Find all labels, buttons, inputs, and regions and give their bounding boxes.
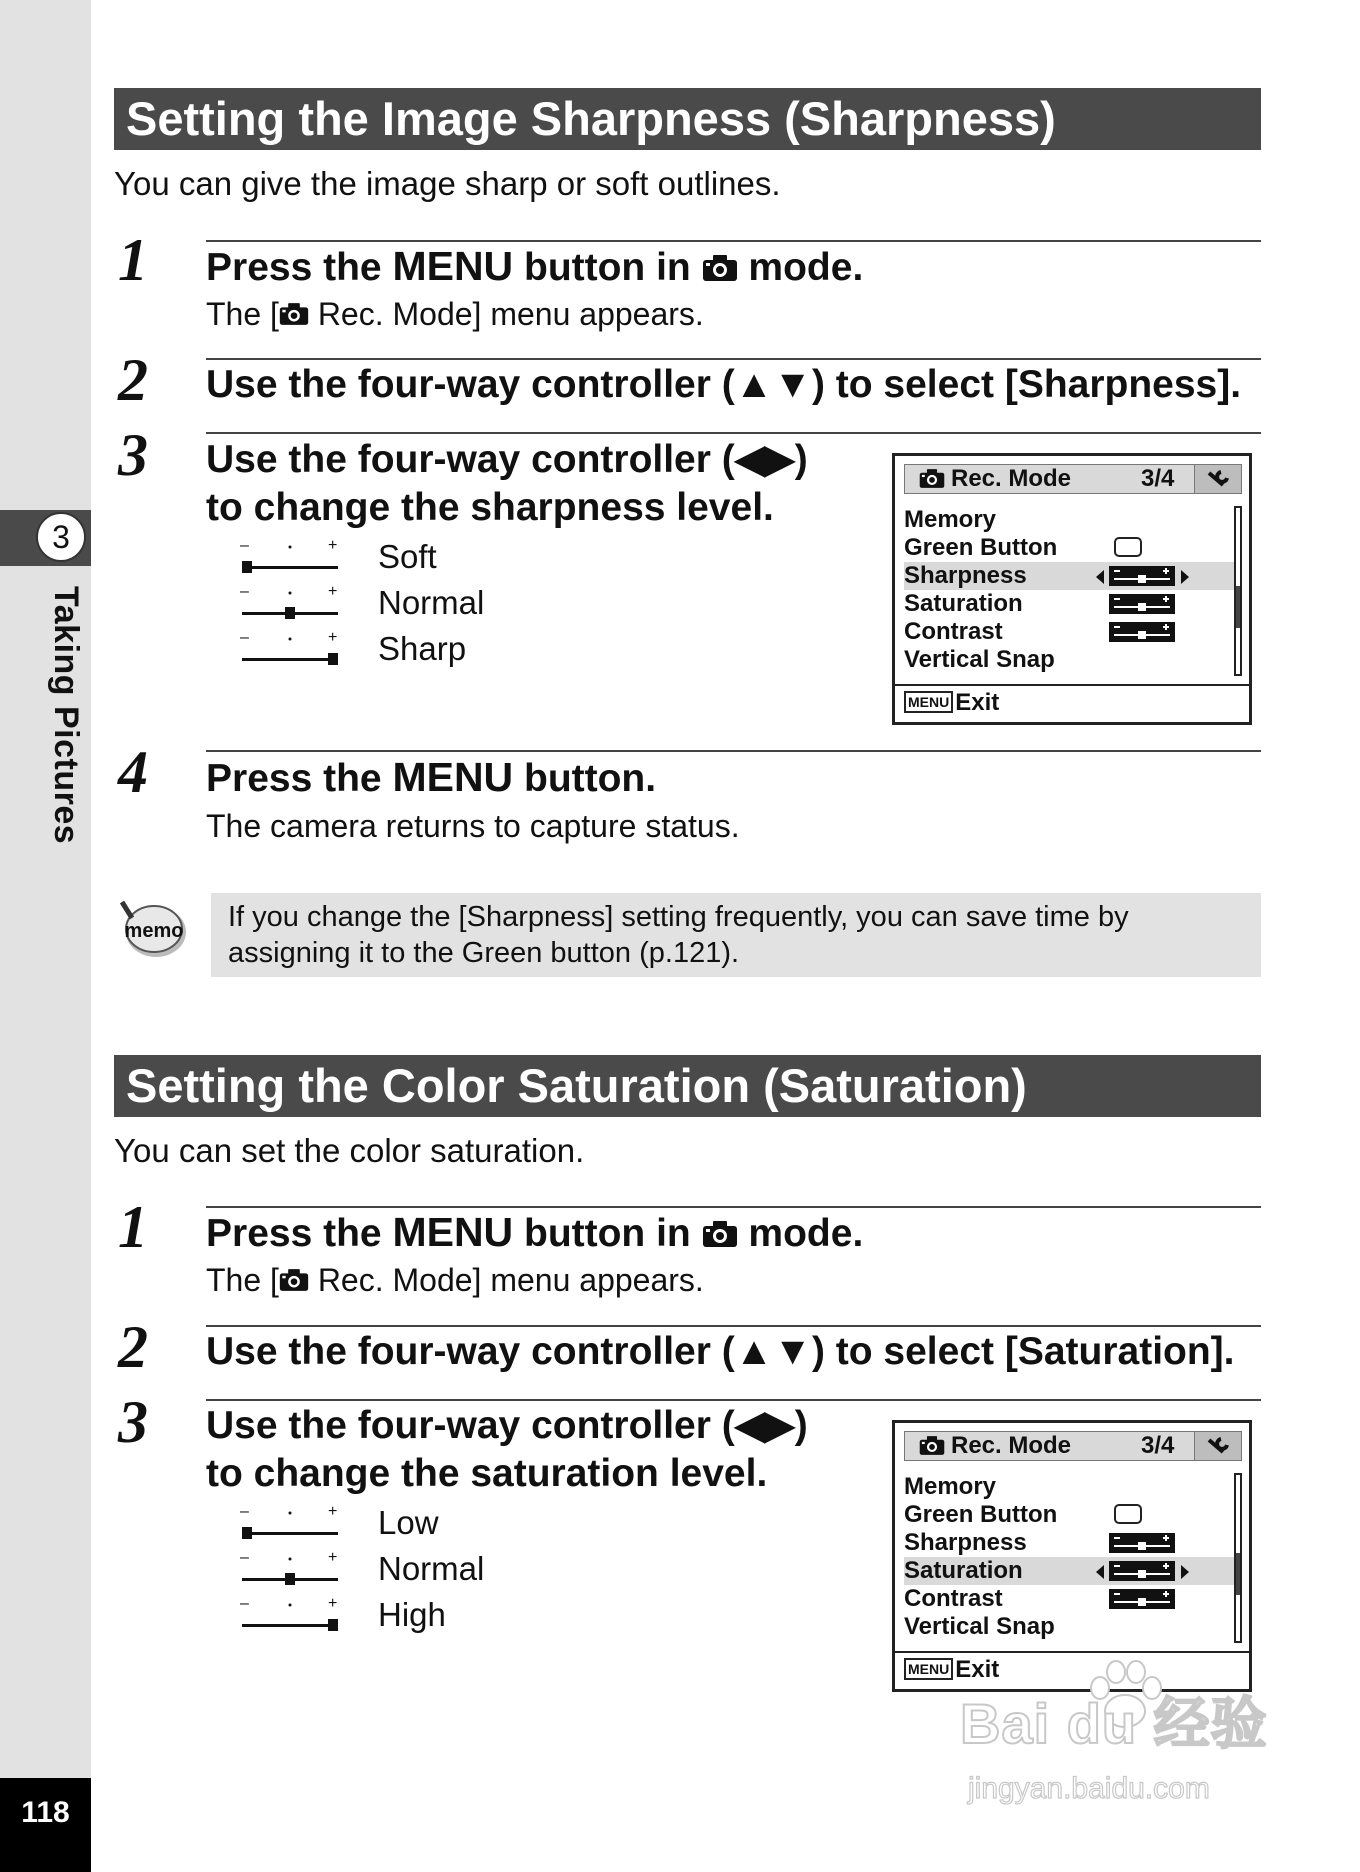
level-label: Sharp <box>378 630 467 667</box>
svg-text:+: + <box>328 1504 338 1520</box>
step-number: 1 <box>118 1194 148 1260</box>
section-intro: You can give the image sharp or soft outlines. <box>114 165 781 202</box>
step-text: mode. <box>737 246 864 289</box>
camera-icon <box>279 1268 309 1292</box>
level-label: Normal <box>378 1550 485 1587</box>
level-slider-icon <box>240 630 340 670</box>
chapter-sidebar <box>0 0 91 1872</box>
menu-label: MENU <box>392 754 514 800</box>
screen-menu-item <box>904 1529 1234 1557</box>
screen-divider <box>895 1651 1249 1653</box>
menu-label: MENU <box>392 243 514 289</box>
screen-menu-item <box>904 646 1234 674</box>
memo-icon-label: memo <box>124 920 184 942</box>
step-divider <box>206 750 1261 752</box>
svg-text:–: – <box>240 1596 249 1612</box>
step-heading <box>206 753 656 803</box>
camera-icon <box>919 468 945 489</box>
screen-menu-item-label: Contrast <box>904 1585 1003 1612</box>
svg-text:–: – <box>240 1504 249 1520</box>
scrollbar <box>1234 506 1242 676</box>
step-heading: Use the four-way controller (▲▼) to select [Saturation]. <box>206 1330 1235 1373</box>
step-text: Press the <box>206 757 393 800</box>
memo-text: assigning it to the Green button (p.121). <box>228 937 740 969</box>
screen-menu-item <box>904 590 1234 618</box>
level-slider-icon <box>240 1550 340 1590</box>
green-button-icon <box>1114 1504 1142 1524</box>
memo-icon <box>118 898 188 960</box>
screen-menu-item-label: Memory <box>904 506 997 533</box>
step-text: mode. <box>737 1212 864 1255</box>
screen-menu-item-label: Memory <box>904 1473 997 1500</box>
right-arrow-icon <box>1181 570 1189 584</box>
menu-button-icon: MENU <box>904 1658 953 1680</box>
camera-icon <box>919 1435 945 1456</box>
screen-menu-item-label: Vertical Snap <box>904 1613 1055 1640</box>
step-text: Press the <box>206 246 393 289</box>
level-label: Normal <box>378 584 485 621</box>
step-description: The camera returns to capture status. <box>206 808 740 844</box>
memo-note <box>211 893 1261 977</box>
screen-menu-item-label: Green Button <box>904 1501 1058 1528</box>
screen-menu-item <box>904 534 1234 562</box>
memo-text: If you change the [Sharpness] setting frequently, you can save time by <box>228 901 1129 933</box>
watermark-url: jingyan.baidu.com <box>968 1772 1210 1805</box>
scrollbar-thumb <box>1236 1553 1240 1595</box>
section-intro: You can set the color saturation. <box>114 1132 585 1169</box>
left-arrow-icon <box>1096 570 1104 584</box>
screen-menu-item-label: Saturation <box>904 590 1023 617</box>
screen-menu-item <box>904 506 1234 534</box>
page-number: 118 <box>0 1778 91 1872</box>
level-label: Low <box>378 1504 439 1541</box>
slider-setting-icon <box>1109 622 1175 642</box>
scrollbar-thumb <box>1236 586 1240 628</box>
step-heading: to change the sharpness level. <box>206 486 774 529</box>
camera-icon <box>702 254 738 282</box>
step-number: 3 <box>118 1389 148 1455</box>
svg-text:+: + <box>328 630 338 646</box>
slider-setting-icon <box>1109 594 1175 614</box>
step-text: Rec. Mode] menu appears. <box>308 1262 704 1298</box>
step-text: The [ <box>206 296 279 332</box>
slider-setting-icon <box>1109 566 1175 586</box>
step-heading <box>206 242 863 292</box>
slider-setting-icon <box>1109 1533 1175 1553</box>
step-description <box>206 1262 704 1299</box>
slider-setting-icon <box>1109 1561 1175 1581</box>
step-text: button. <box>513 757 657 800</box>
screen-menu-item-label: Saturation <box>904 1557 1023 1584</box>
step-number: 1 <box>118 227 148 293</box>
step-text: button in <box>513 1212 702 1255</box>
screen-exit <box>904 689 999 717</box>
camera-icon <box>702 1220 738 1248</box>
screen-page: 3/4 <box>1141 465 1175 492</box>
svg-text:+: + <box>328 584 338 600</box>
section-title-saturation: Setting the Color Saturation (Saturation) <box>114 1055 1261 1117</box>
level-slider-icon <box>240 584 340 624</box>
step-number: 2 <box>118 347 148 413</box>
scrollbar <box>1234 1473 1242 1643</box>
step-text: The [ <box>206 1262 279 1298</box>
svg-text:+: + <box>328 538 338 554</box>
svg-text:+: + <box>328 1596 338 1612</box>
step-heading: to change the saturation level. <box>206 1452 768 1495</box>
step-divider <box>206 432 1261 434</box>
step-number: 3 <box>118 422 148 488</box>
camera-menu-screen <box>892 453 1252 725</box>
screen-menu-item <box>904 1613 1234 1641</box>
section-title-sharpness: Setting the Image Sharpness (Sharpness) <box>114 88 1261 150</box>
level-slider-icon <box>240 538 340 578</box>
left-arrow-icon <box>1096 1565 1104 1579</box>
screen-menu-item <box>904 1473 1234 1501</box>
step-divider <box>206 1399 1261 1401</box>
step-text: Rec. Mode] menu appears. <box>308 296 704 332</box>
screen-menu-item-label: Green Button <box>904 534 1058 561</box>
level-label: High <box>378 1596 446 1633</box>
screen-menu-item <box>904 1501 1234 1529</box>
watermark-logo: Bai du 经验 <box>960 1692 1268 1755</box>
right-arrow-icon <box>1181 1565 1189 1579</box>
chapter-title: Taking Pictures <box>47 586 85 845</box>
chapter-number: 3 <box>36 512 86 562</box>
level-slider-icon <box>240 1504 340 1544</box>
step-heading <box>206 1208 863 1258</box>
menu-button-icon: MENU <box>904 691 953 713</box>
step-heading: Use the four-way controller (▲▼) to select [Sharpness]. <box>206 363 1242 406</box>
green-button-icon <box>1114 537 1142 557</box>
screen-menu-item-label: Contrast <box>904 618 1003 645</box>
screen-title-bar <box>904 464 1242 494</box>
step-text: button in <box>513 246 702 289</box>
step-text: Press the <box>206 1212 393 1255</box>
svg-text:–: – <box>240 1550 249 1566</box>
screen-menu-item-label: Sharpness <box>904 562 1027 589</box>
wrench-icon <box>1194 1432 1241 1460</box>
step-heading: Use the four-way controller (◀▶) <box>206 1404 808 1447</box>
wrench-icon <box>1194 465 1241 493</box>
exit-label: Exit <box>955 1656 1000 1683</box>
step-number: 2 <box>118 1314 148 1380</box>
level-slider-icon <box>240 1596 340 1636</box>
screen-menu-item <box>904 1557 1234 1585</box>
svg-text:–: – <box>240 630 249 646</box>
screen-menu-item <box>904 562 1234 590</box>
camera-menu-screen <box>892 1420 1252 1692</box>
slider-setting-icon <box>1109 1589 1175 1609</box>
exit-label: Exit <box>955 689 1000 716</box>
screen-menu-item <box>904 1585 1234 1613</box>
screen-title: Rec. Mode <box>951 1432 1072 1459</box>
screen-menu-item <box>904 618 1234 646</box>
svg-text:–: – <box>240 538 249 554</box>
screen-title-bar <box>904 1431 1242 1461</box>
camera-icon <box>279 302 309 326</box>
step-divider <box>206 1325 1261 1327</box>
screen-menu-item-label: Sharpness <box>904 1529 1027 1556</box>
screen-page: 3/4 <box>1141 1432 1175 1459</box>
step-divider <box>206 358 1261 360</box>
screen-divider <box>895 684 1249 686</box>
step-number: 4 <box>118 739 148 805</box>
step-heading: Use the four-way controller (◀▶) <box>206 438 808 481</box>
screen-menu-item-label: Vertical Snap <box>904 646 1055 673</box>
screen-title: Rec. Mode <box>951 465 1072 492</box>
level-label: Soft <box>378 538 437 575</box>
step-description <box>206 296 704 333</box>
svg-text:+: + <box>328 1550 338 1566</box>
svg-text:–: – <box>240 584 249 600</box>
menu-label: MENU <box>392 1209 514 1255</box>
